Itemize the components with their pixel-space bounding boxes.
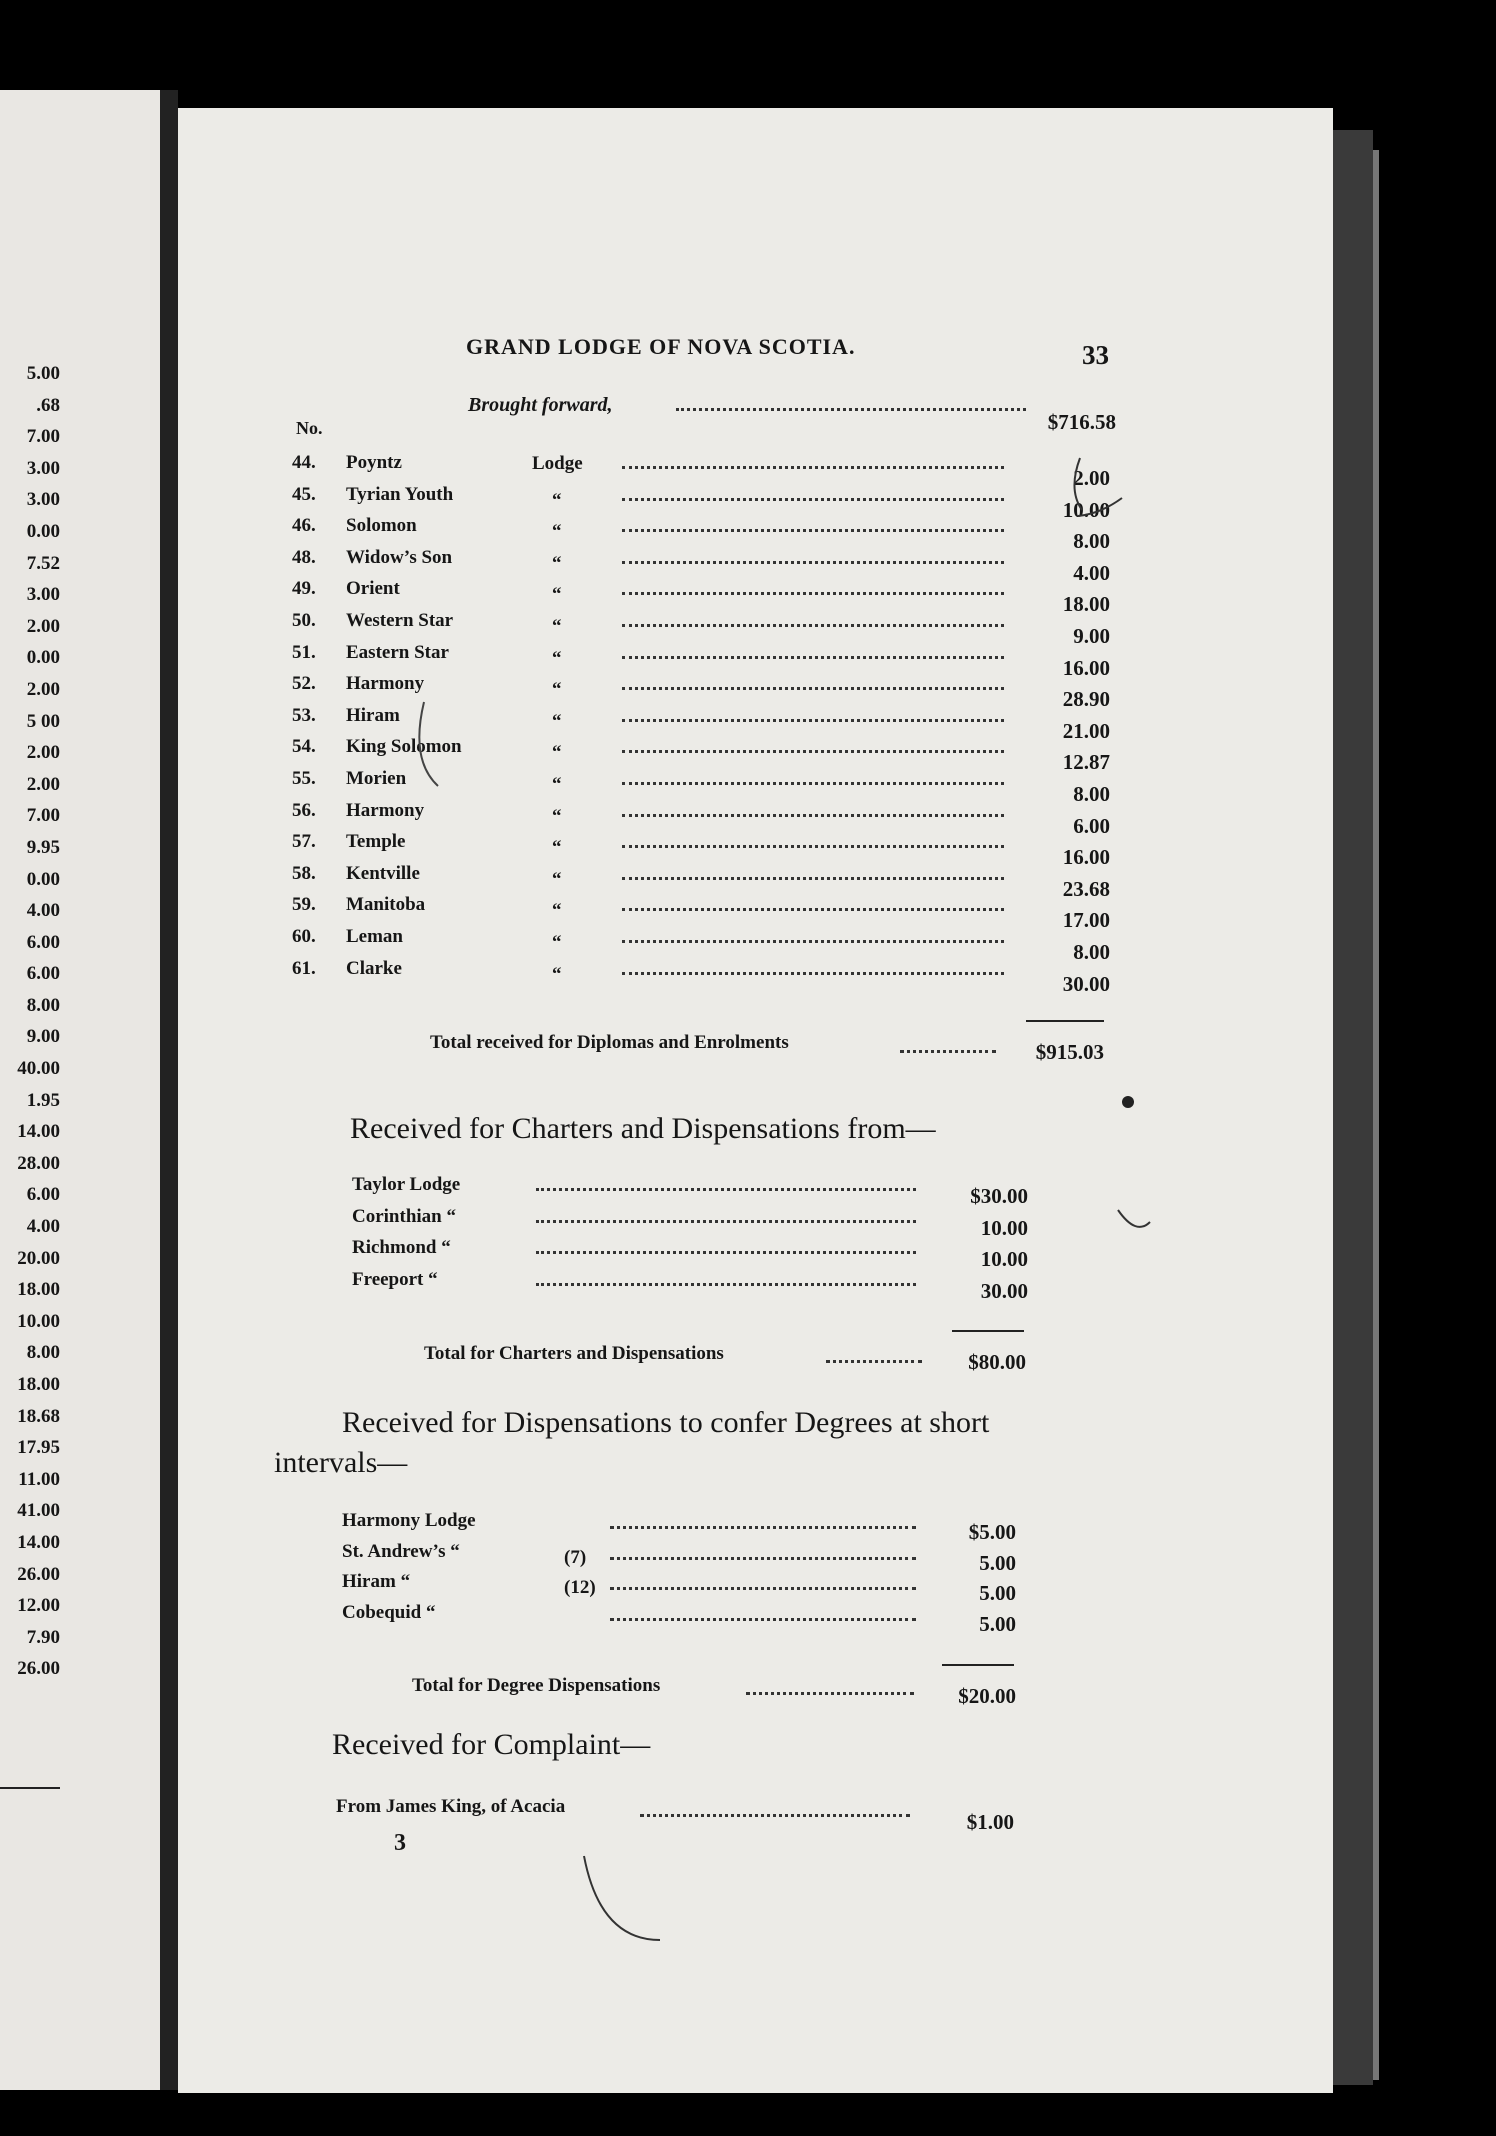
lodge-name: Orient [346, 578, 400, 600]
lodge-amount: 8.00 [1073, 782, 1110, 806]
charter-amount: 10.00 [980, 1247, 1028, 1272]
diplomas-total-label: Total received for Diplomas and Enrolments [430, 1032, 789, 1053]
signature-mark: 3 [394, 1830, 406, 1856]
lodge-amount: 16.00 [1062, 845, 1110, 870]
lodge-amount: 21.00 [1062, 718, 1110, 743]
lodge-number: 52. [292, 673, 316, 695]
ditto-mark: “ [552, 584, 562, 606]
degree-lodge-name: Cobequid “ [342, 1601, 436, 1623]
degree-lodge-name: Hiram “ [342, 1571, 411, 1593]
facing-page-amount: 11.00 [18, 1468, 60, 1490]
lodge-number: 48. [292, 546, 316, 568]
charter-amount: 10.00 [980, 1215, 1028, 1240]
lodge-name: Tyrian Youth [346, 483, 454, 505]
lodge-number: 49. [292, 578, 316, 600]
lodge-name: Solomon [346, 515, 417, 537]
brought-forward-amount: $716.58 [1047, 410, 1116, 434]
leader-dots [622, 814, 1004, 817]
lodge-amount: 17.00 [1062, 908, 1110, 933]
lodge-name: Leman [346, 926, 403, 947]
ditto-mark: “ [552, 647, 562, 669]
degree-amount: 5.00 [979, 1550, 1016, 1575]
lodge-number: 59. [292, 894, 316, 916]
degree-count: (7) [564, 1546, 587, 1568]
lodge-number: 45. [292, 483, 316, 505]
page-number: 33 [1082, 340, 1109, 370]
degree-amount: $5.00 [968, 1520, 1016, 1544]
leader-dots [622, 845, 1004, 848]
facing-page-amount: 4.00 [26, 1216, 60, 1238]
lodge-name: Poyntz [346, 452, 402, 473]
leader-dots [536, 1251, 916, 1254]
charter-lodge-name: Taylor Lodge [352, 1174, 461, 1195]
charter-lodge-name: Freeport “ [352, 1268, 438, 1290]
ditto-mark: “ [552, 489, 562, 511]
leader-dots [622, 719, 1004, 722]
lodge-amount: 8.00 [1073, 529, 1110, 554]
lodge-amount: 12.87 [1062, 750, 1110, 775]
facing-page-amount: 0.00 [26, 647, 60, 669]
facing-page-amount: 8.00 [26, 1342, 60, 1364]
degree-lodge-name: Harmony Lodge [342, 1510, 476, 1531]
degrees-total-label: Total for Degree Dispensations [412, 1675, 661, 1696]
leader-dots [622, 624, 1004, 627]
degree-amount: 5.00 [979, 1581, 1016, 1606]
page-edge [1333, 130, 1373, 2085]
complaint-amount: $1.00 [966, 1810, 1014, 1834]
facing-page-amount: 3.00 [26, 489, 60, 511]
degrees-heading-line2: intervals— [274, 1446, 408, 1479]
diplomas-total-amount: $915.03 [1035, 1040, 1104, 1064]
facing-page-amount: 6.00 [26, 1184, 60, 1206]
facing-page-amount: 14.00 [17, 1121, 60, 1143]
facing-page-amount: 3.00 [26, 457, 60, 479]
ditto-mark: “ [552, 963, 562, 985]
facing-page-amount: 5 00 [26, 710, 60, 732]
facing-page-amount: 26.00 [17, 1563, 60, 1585]
ditto-mark: “ [552, 805, 562, 827]
no-column-header: No. [296, 418, 323, 438]
facing-page-amount: 2.00 [26, 742, 60, 764]
ditto-mark: “ [552, 932, 562, 953]
degree-amount: 5.00 [979, 1611, 1016, 1636]
lodge-amount: 30.00 [1062, 971, 1110, 996]
leader-dots [536, 1283, 916, 1286]
facing-page-amount: 7.90 [26, 1626, 60, 1648]
facing-page-amount: 7.00 [26, 426, 60, 448]
leader-dots [622, 877, 1004, 880]
leader-dots [622, 466, 1004, 469]
facing-page-amount: 4.00 [26, 900, 60, 922]
lodge-name: Manitoba [346, 894, 426, 916]
lodge-name: Widow’s Son [346, 546, 453, 568]
lodge-number: 54. [292, 736, 316, 758]
facing-page-amount: 10.00 [17, 1310, 60, 1332]
facing-page-amount: 14.00 [17, 1531, 60, 1553]
facing-page-amount: 0.00 [26, 868, 60, 890]
lodge-number: 53. [292, 704, 316, 726]
page-edge-light [1373, 150, 1379, 2080]
facing-page-amount: 20.00 [17, 1247, 60, 1269]
facing-page-amount: .68 [36, 394, 60, 416]
ditto-mark: “ [552, 552, 562, 574]
lodge-amount: 4.00 [1073, 560, 1110, 585]
lodge-number: 55. [292, 768, 316, 789]
lodge-number: 58. [292, 862, 316, 884]
charters-heading: Received for Charters and Dispensations from— [350, 1112, 936, 1145]
leader-dots [622, 940, 1004, 943]
facing-page-amount: 6.00 [26, 931, 60, 953]
facing-page-amount: 40.00 [17, 1058, 60, 1080]
facing-page-amount: 2.00 [26, 615, 60, 637]
facing-page-amount: 0.00 [26, 520, 60, 542]
lodge-number: 57. [292, 831, 316, 853]
total-rule [1026, 1020, 1104, 1022]
facing-page-amount: 41.00 [17, 1500, 60, 1522]
lodge-amount: 2.00 [1073, 466, 1110, 490]
facing-page-amount: 3.00 [26, 584, 60, 606]
facing-page-amount: 26.00 [17, 1658, 60, 1680]
leader-dots [622, 498, 1004, 501]
facing-page-amount: 18.00 [17, 1374, 60, 1395]
lodge-number: 44. [292, 452, 316, 473]
facing-page-amount: 1.95 [26, 1089, 60, 1111]
facing-page-amount: 7.00 [26, 805, 60, 827]
facing-page-rule [0, 1787, 60, 1789]
lodge-number: 61. [292, 957, 316, 979]
leader-dots [746, 1692, 914, 1695]
lodge-name: Eastern Star [346, 641, 449, 663]
ditto-mark: “ [552, 679, 562, 701]
facing-page-amount: 28.00 [17, 1152, 60, 1174]
facing-page-amount: 12.00 [17, 1595, 60, 1617]
lodge-amount: 16.00 [1062, 655, 1110, 680]
ditto-mark: “ [552, 837, 562, 859]
lodge-amount: 28.90 [1062, 687, 1110, 712]
facing-page-amount: 9.00 [26, 1026, 60, 1048]
leader-dots [536, 1188, 916, 1191]
leader-dots [676, 408, 1026, 411]
lodge-name: Harmony [346, 673, 425, 695]
lodge-name: Western Star [346, 610, 454, 631]
ditto-mark: “ [552, 742, 562, 764]
facing-page-amount: 2.00 [26, 773, 60, 795]
lodge-amount: 6.00 [1073, 813, 1110, 838]
charter-amount: 30.00 [980, 1278, 1028, 1303]
charter-lodge-name: Richmond “ [352, 1237, 451, 1259]
leader-dots [610, 1526, 916, 1529]
leader-dots [640, 1814, 910, 1817]
lodge-number: 60. [292, 926, 316, 947]
charters-total-label: Total for Charters and Dispensations [424, 1343, 724, 1364]
lodge-amount: 8.00 [1073, 940, 1110, 964]
leader-dots [536, 1220, 916, 1223]
leader-dots [622, 750, 1004, 753]
lodge-number: 50. [292, 610, 316, 631]
ditto-mark: “ [552, 774, 562, 795]
facing-page-amount: 17.95 [17, 1437, 60, 1459]
ditto-mark: “ [552, 868, 562, 890]
leader-dots [610, 1587, 916, 1590]
lodge-number: 51. [292, 641, 316, 663]
leader-dots [900, 1050, 996, 1053]
total-rule [952, 1330, 1024, 1332]
brought-forward-label: Brought forward, [468, 394, 613, 416]
lodge-name: Temple [346, 831, 406, 853]
degree-lodge-name: St. Andrew’s “ [342, 1540, 460, 1562]
ditto-mark: “ [552, 900, 562, 922]
facing-page-amount: 18.68 [17, 1405, 60, 1427]
facing-page-amount: 6.00 [26, 963, 60, 985]
lodge-number: 46. [292, 515, 316, 537]
leader-dots [622, 656, 1004, 659]
total-rule [942, 1664, 1014, 1666]
leader-dots [622, 529, 1004, 532]
complaint-line-label: From James King, of Acacia [336, 1796, 566, 1817]
lodge-name: Hiram [346, 704, 400, 726]
facing-page-amount: 5.00 [26, 363, 60, 384]
facing-page-amount: 7.52 [26, 552, 60, 574]
lodge-word: Lodge [532, 453, 583, 474]
running-header: GRAND LODGE OF NOVA SCOTIA. [466, 334, 856, 359]
lodge-name: Kentville [346, 862, 420, 884]
lodge-name: King Solomon [346, 736, 462, 758]
facing-page-amount: 2.00 [26, 678, 60, 700]
ditto-mark: “ [552, 616, 562, 637]
lodge-amount: 9.00 [1073, 624, 1110, 648]
leader-dots [622, 908, 1004, 911]
lodge-name: Morien [346, 768, 407, 789]
facing-page-amount: 18.00 [17, 1279, 60, 1301]
degrees-total-amount: $20.00 [958, 1684, 1016, 1708]
ditto-mark: “ [552, 521, 562, 543]
lodge-name: Clarke [346, 957, 402, 979]
lodge-amount: 10.00 [1062, 497, 1110, 522]
leader-dots [622, 592, 1004, 595]
leader-dots [622, 972, 1004, 975]
charter-lodge-name: Corinthian “ [352, 1205, 456, 1227]
charters-total-amount: $80.00 [968, 1350, 1026, 1374]
book-gutter [160, 90, 178, 2090]
charter-amount: $30.00 [970, 1184, 1028, 1208]
degrees-heading-line1: Received for Dispensations to confer Degrees at short [342, 1406, 990, 1439]
leader-dots [622, 782, 1004, 785]
leader-dots [622, 687, 1004, 690]
leader-dots [610, 1557, 916, 1560]
facing-page-amount: 8.00 [26, 994, 60, 1016]
ditto-mark: “ [552, 710, 562, 732]
facing-page-amount-column [0, 358, 60, 1685]
leader-dots [622, 561, 1004, 564]
degree-count: (12) [564, 1577, 596, 1599]
lodge-number: 56. [292, 799, 316, 821]
lodge-name: Harmony [346, 799, 425, 821]
leader-dots [610, 1618, 916, 1621]
complaint-heading: Received for Complaint— [332, 1728, 651, 1761]
lodge-amount: 23.68 [1062, 876, 1110, 901]
lodge-amount: 18.00 [1062, 592, 1110, 617]
facing-page-amount: 9.95 [26, 836, 60, 858]
